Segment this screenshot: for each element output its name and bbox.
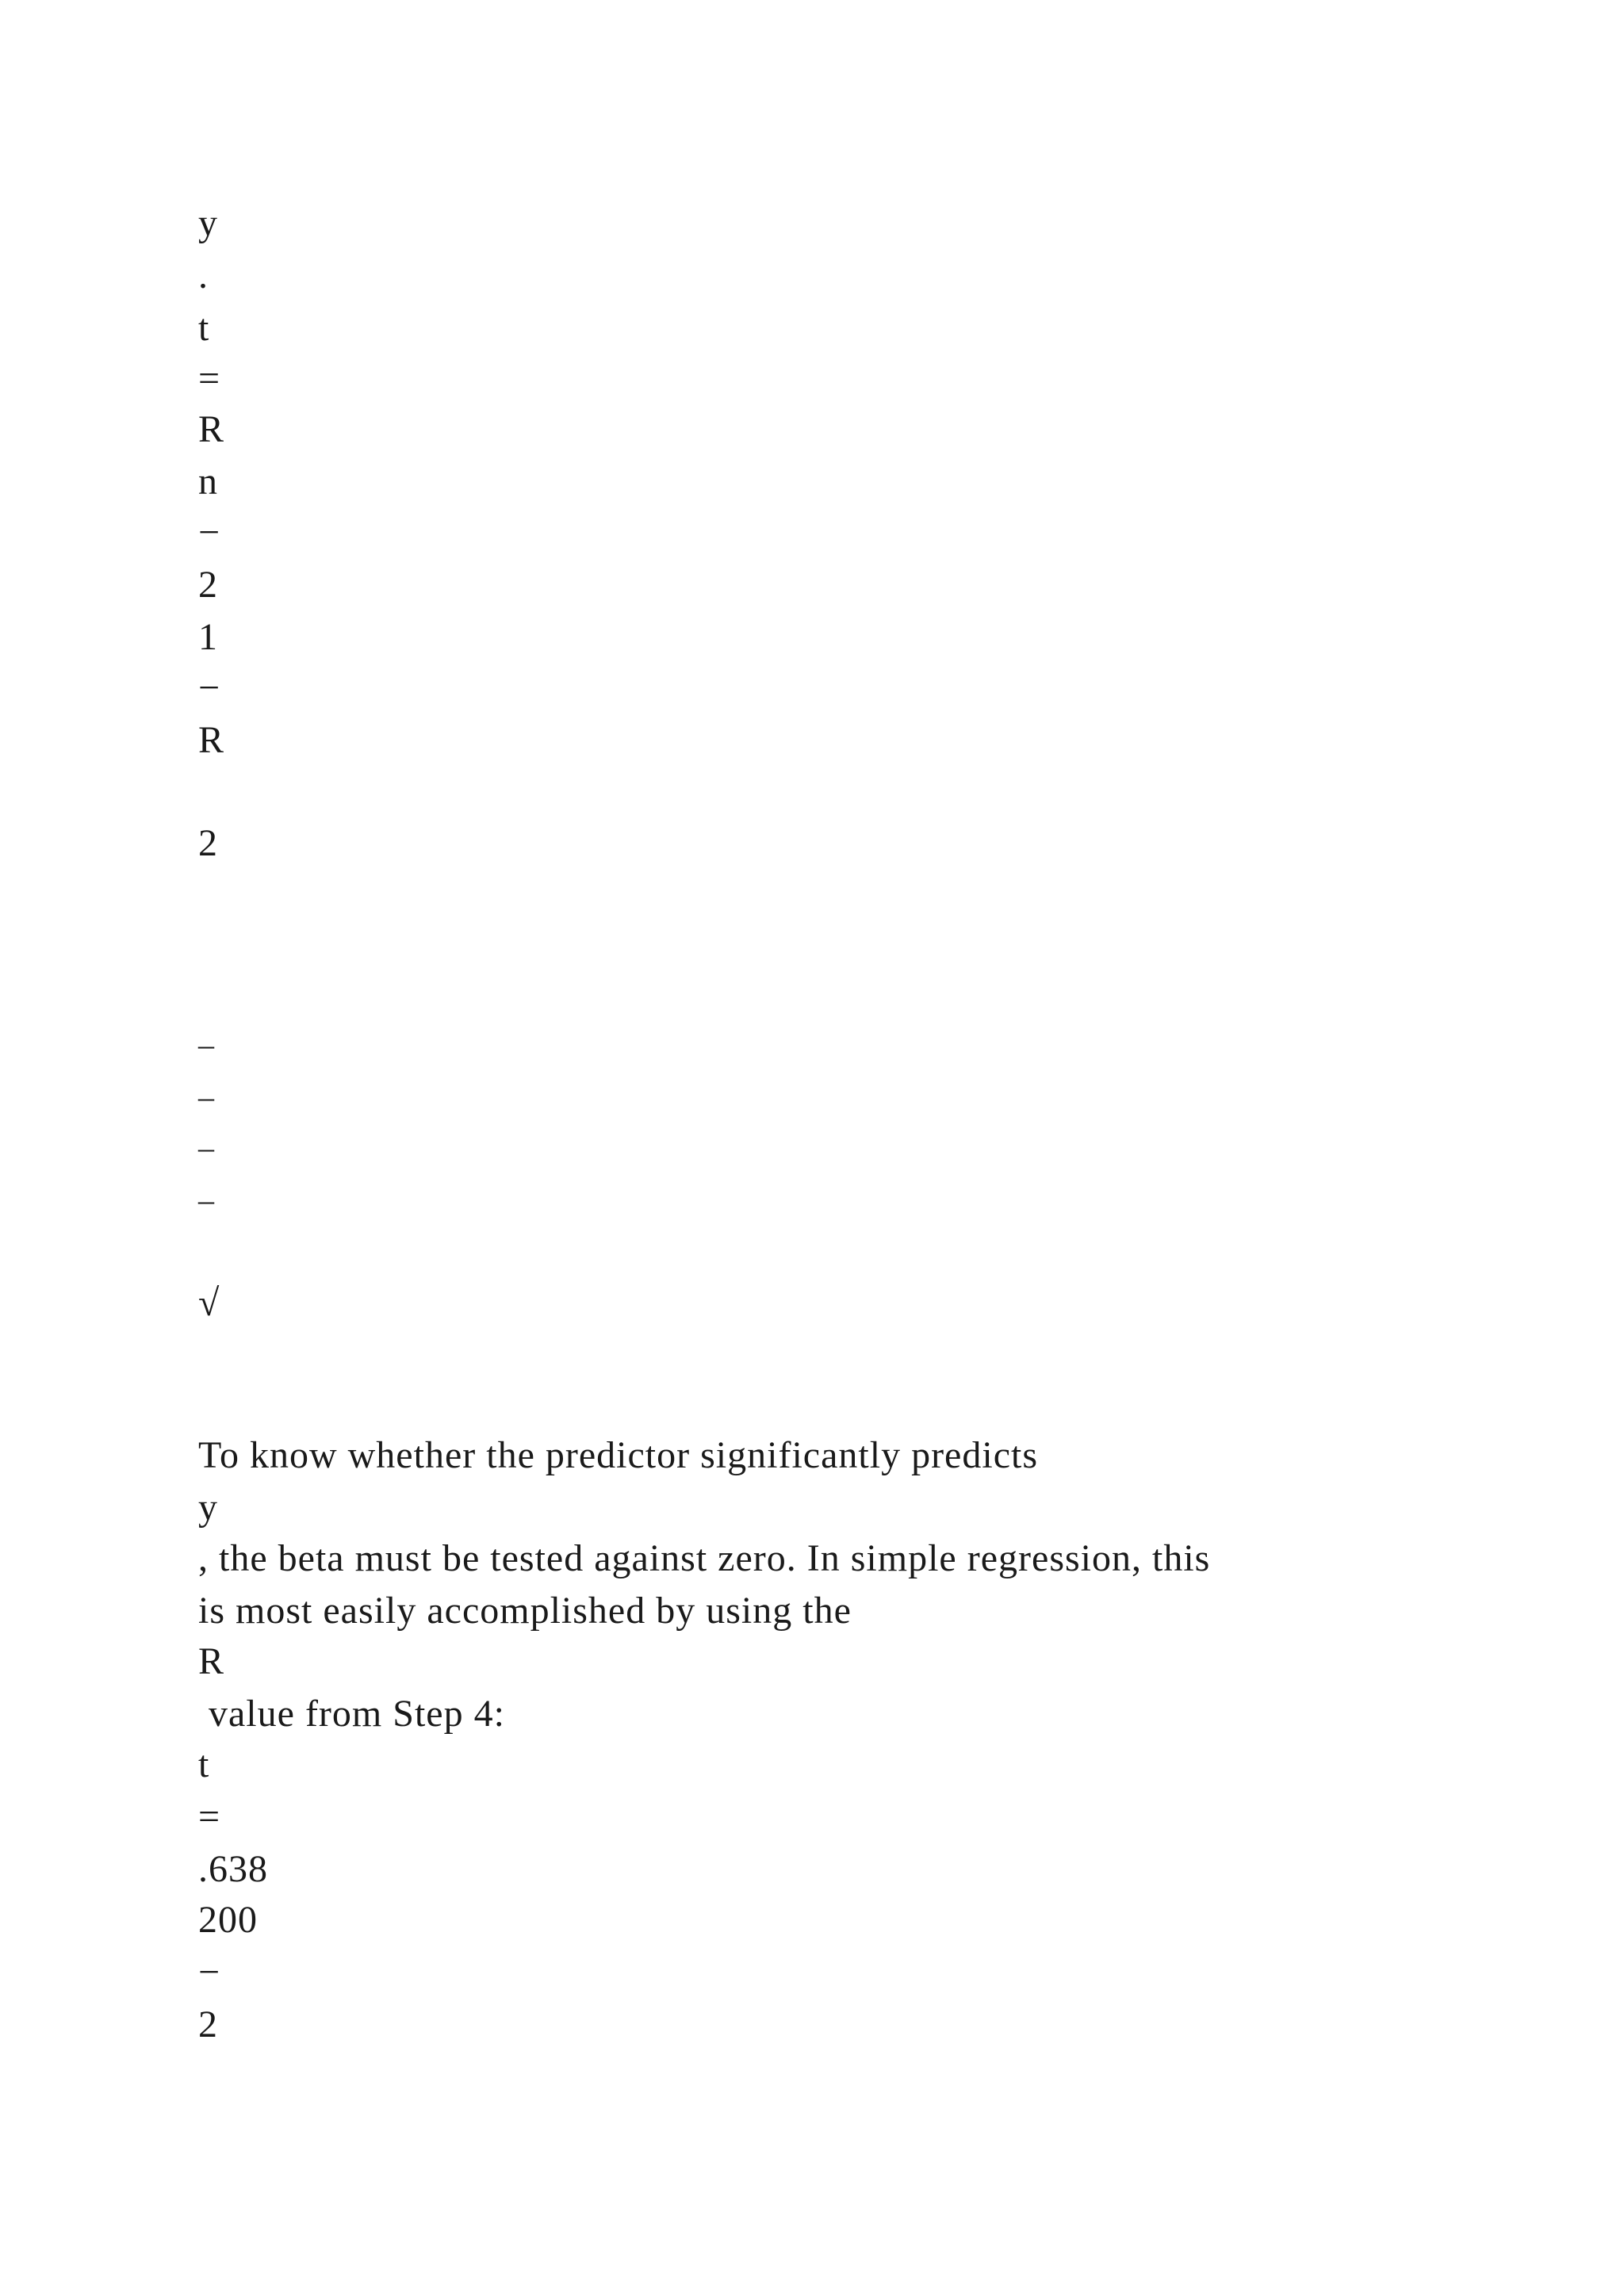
- formula-bottom-value-2: 2: [198, 2003, 218, 2045]
- separator-dash: –: [198, 1027, 215, 1062]
- paragraph-line-2: , the beta must be tested against zero. In simple regression, this: [198, 1537, 1211, 1579]
- formula-token-minus-2: −: [198, 667, 221, 709]
- paragraph-line-4: value from Step 4:: [198, 1693, 505, 1735]
- formula-token-equals: =: [198, 358, 221, 400]
- paragraph-var-y: y: [198, 1487, 218, 1529]
- paragraph-line-1: To know whether the predictor significantly predicts: [198, 1434, 1039, 1476]
- formula-token-R-2: R: [198, 719, 225, 761]
- formula-token-2: 2: [198, 564, 218, 606]
- radical-sign: √: [198, 1282, 220, 1324]
- separator-dash: –: [198, 1182, 215, 1218]
- separator-dash: –: [198, 1079, 215, 1115]
- formula-token-y: y: [198, 202, 218, 244]
- separator-dash: –: [198, 1130, 215, 1165]
- paragraph-line-3: is most easily accomplished by using the: [198, 1590, 852, 1632]
- formula-token-minus: −: [198, 511, 221, 553]
- formula-bottom-minus: −: [198, 1951, 221, 1993]
- formula-token-exponent-2: 2: [198, 822, 218, 864]
- formula-token-1: 1: [198, 616, 218, 658]
- formula-bottom-equals: =: [198, 1796, 221, 1838]
- formula-bottom-value-200: 200: [198, 1899, 258, 1941]
- formula-token-R: R: [198, 408, 225, 450]
- formula-token-dot: .: [198, 254, 209, 297]
- formula-token-n: n: [198, 461, 218, 503]
- formula-token-t: t: [198, 307, 210, 349]
- paragraph-var-R: R: [198, 1640, 225, 1682]
- formula-bottom-t: t: [198, 1743, 210, 1785]
- formula-bottom-value-638: .638: [198, 1848, 268, 1890]
